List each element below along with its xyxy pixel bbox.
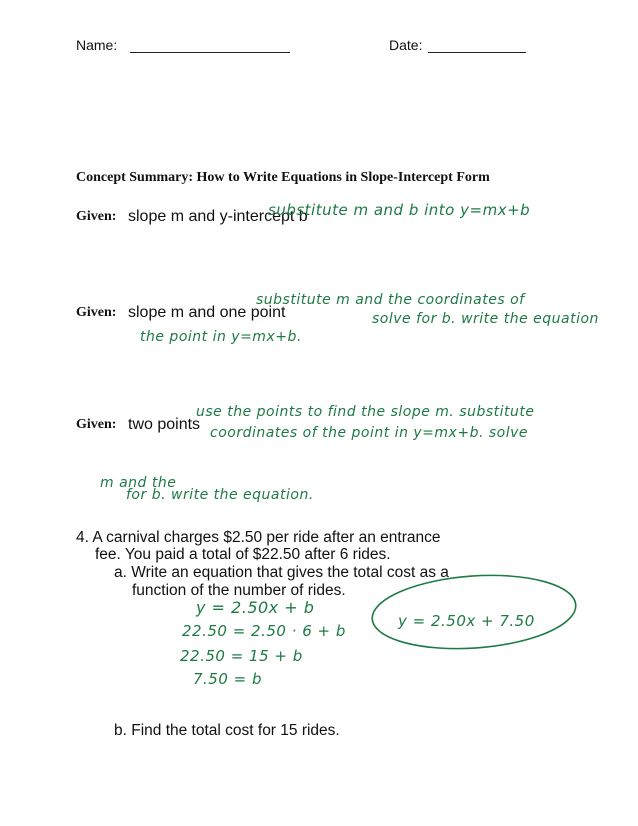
handwritten-answer-3-line1: use the points to find the slope m. substitute — [196, 404, 535, 420]
handwritten-answer-3-line3: m and the — [100, 475, 177, 491]
answer-circle — [368, 568, 580, 652]
handwritten-answer-2-line1: substitute m and the coordinates of — [256, 292, 525, 308]
work-step-4: 7.50 = b — [193, 670, 263, 688]
part-a-line2: function of the number of rides. — [132, 582, 346, 599]
work-step-3: 22.50 = 15 + b — [180, 647, 303, 665]
name-blank-line — [130, 52, 290, 53]
handwritten-answer-2-line2: solve for b. write the equation — [372, 311, 599, 327]
handwritten-answer-2-line3: the point in y=mx+b. — [140, 329, 302, 345]
handwritten-answer-1: substitute m and b into y=mx+b — [268, 201, 531, 219]
work-step-1: y = 2.50x + b — [196, 598, 315, 617]
given-text-2: slope m and one point — [128, 304, 286, 321]
handwritten-answer-3-line2: coordinates of the point in y=mx+b. solve — [210, 425, 528, 441]
problem-4-line2: fee. You paid a total of $22.50 after 6 rides. — [95, 546, 391, 563]
given-text-1: slope m and y-intercept b — [128, 208, 308, 225]
problem-4-line1: 4. A carnival charges $2.50 per ride after an entrance — [76, 529, 441, 546]
given-text-3: two points — [128, 416, 201, 433]
handwritten-answer-3-line4: for b. write the equation. — [126, 487, 314, 503]
part-a-line1: a. Write an equation that gives the total cost as a — [114, 564, 449, 581]
date-blank-line — [428, 52, 526, 53]
date-label: Date: — [389, 37, 423, 53]
name-label: Name: — [76, 37, 118, 53]
final-answer: y = 2.50x + 7.50 — [398, 612, 535, 630]
part-b-question: b. Find the total cost for 15 rides. — [114, 722, 340, 739]
concept-summary-title: Concept Summary: How to Write Equations in Slope-Intercept Form — [76, 170, 490, 185]
given-label: Given: — [76, 417, 117, 432]
given-label: Given: — [76, 209, 117, 224]
work-step-2: 22.50 = 2.50 · 6 + b — [182, 622, 346, 640]
given-label: Given: — [76, 305, 117, 320]
